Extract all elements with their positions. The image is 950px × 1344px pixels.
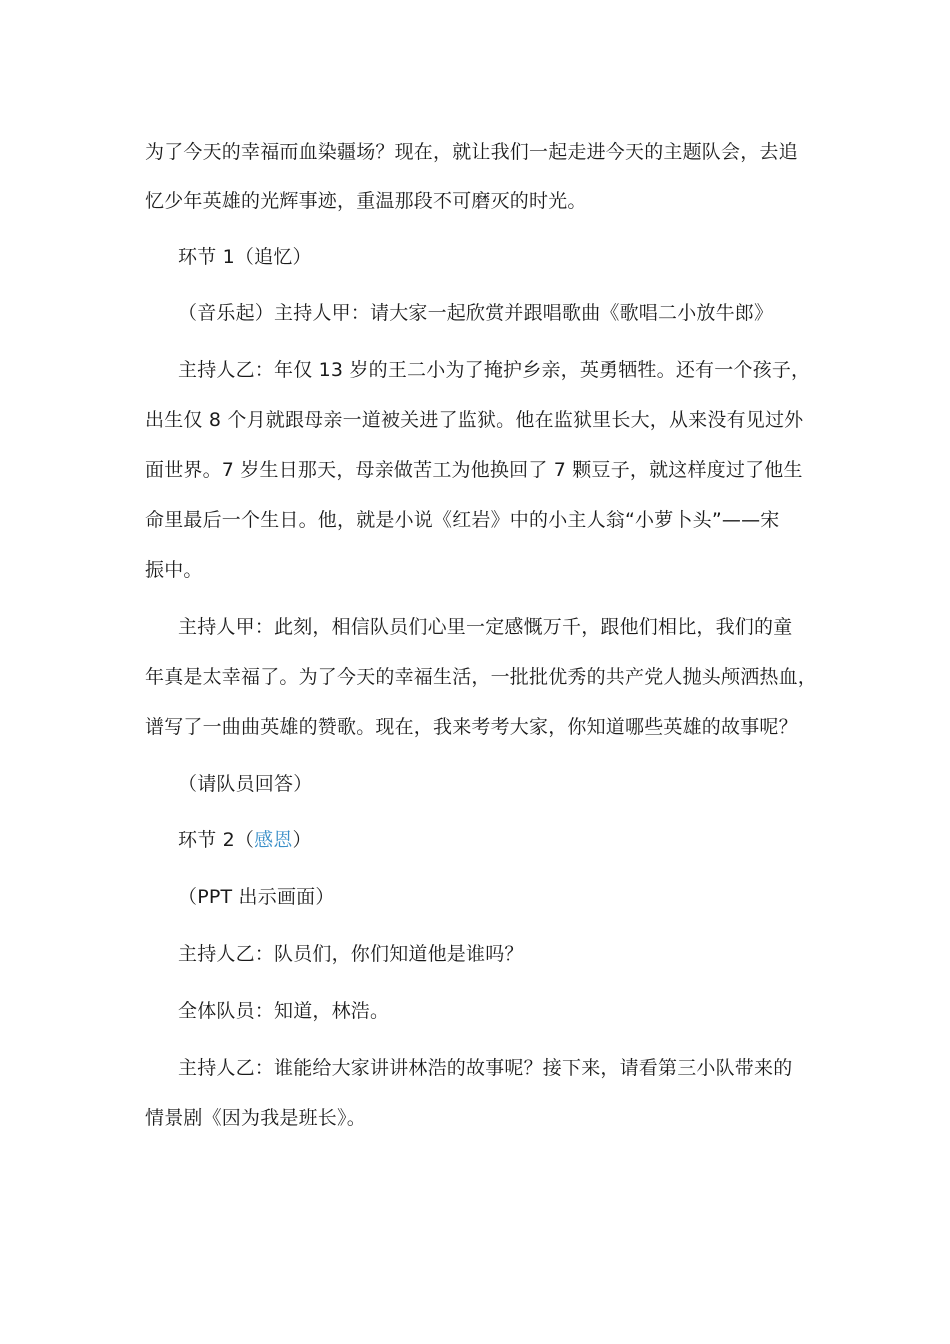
section-heading-2 xyxy=(178,826,312,854)
paragraph-text-line: （PPT 出示画面） xyxy=(178,886,335,908)
paragraph-text-line: 振中。 xyxy=(145,559,203,581)
paragraph-text-line: （请队员回答） xyxy=(178,773,313,795)
paragraph-text-line: 忆少年英雄的光辉事迹，重温那段不可磨灭的时光。 xyxy=(145,190,587,212)
paragraph-text-line: 面世界。7 岁生日那天，母亲做苦工为他换回了 7 颗豆子，就这样度过了他生 xyxy=(145,459,803,481)
section-heading-prefix: 环节 2（ xyxy=(178,829,255,851)
gratitude-link[interactable]: 感恩 xyxy=(254,829,293,851)
paragraph-text-line: 命里最后一个生日。他，就是小说《红岩》中的小主人翁“小萝卜头”——宋 xyxy=(145,509,780,531)
paragraph-text-line: 全体队员：知道，林浩。 xyxy=(178,1000,390,1022)
section-heading-1: 环节 1（追忆） xyxy=(178,246,312,268)
paragraph-text-line: 为了今天的幸福而血染疆场？现在，就让我们一起走进今天的主题队会，去追 xyxy=(145,141,798,163)
paragraph-text-line: 谱写了一曲曲英雄的赞歌。现在，我来考考大家，你知道哪些英雄的故事呢？ xyxy=(145,716,798,738)
paragraph-text-line: 出生仅 8 个月就跟母亲一道被关进了监狱。他在监狱里长大，从来没有见过外 xyxy=(145,409,804,431)
section-heading-suffix: ） xyxy=(292,829,312,851)
paragraph-text-line: 主持人乙：年仅 13 岁的王二小为了掩护乡亲，英勇牺牲。还有一个孩子， xyxy=(178,359,811,381)
paragraph-text-line: 主持人甲：此刻，相信队员们心里一定感慨万千，跟他们相比，我们的童 xyxy=(178,616,793,638)
paragraph-text-line: 主持人乙：队员们，你们知道他是谁吗？ xyxy=(178,943,524,965)
paragraph-text-line: 情景剧《因为我是班长》。 xyxy=(145,1107,366,1129)
paragraph-text-line: （音乐起）主持人甲：请大家一起欣赏并跟唱歌曲《歌唱二小放牛郎》 xyxy=(178,302,774,324)
paragraph-text-line: 年真是太幸福了。为了今天的幸福生活，一批批优秀的共产党人抛头颅洒热血， xyxy=(145,666,818,688)
paragraph-text-line: 主持人乙：谁能给大家讲讲林浩的故事呢？接下来，请看第三小队带来的 xyxy=(178,1057,793,1079)
